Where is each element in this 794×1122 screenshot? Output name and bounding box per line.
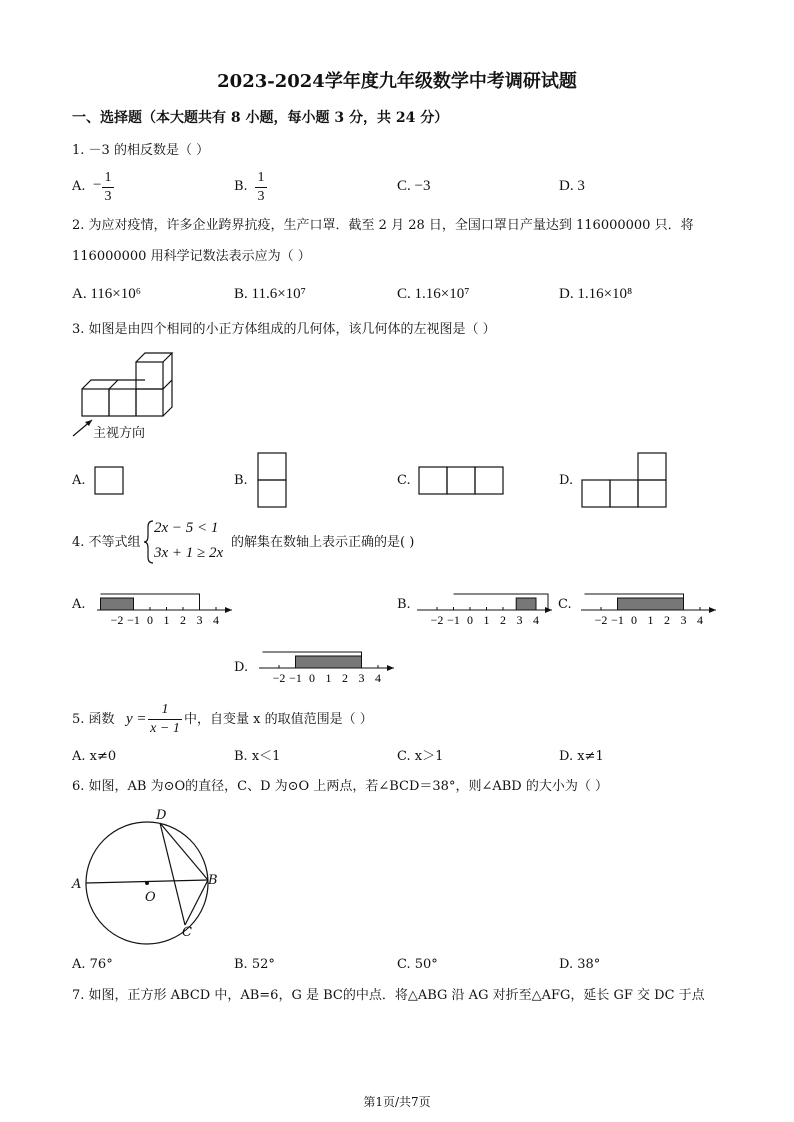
q4-b-tick-label: 4 — [533, 613, 539, 627]
q4-d-tick-label: −1 — [289, 671, 302, 685]
q3-option-d: D. — [559, 473, 574, 488]
q4-b-tick-label: 0 — [467, 613, 473, 627]
q6-option-d: D. 38° — [559, 957, 601, 972]
q1-b-numerator: 1 — [257, 170, 265, 185]
q6-point-b: B — [208, 873, 218, 888]
section-heading: 一、选择题（本大题共有 8 小题，每小题 3 分，共 24 分） — [72, 110, 449, 126]
q6-point-c: C — [182, 925, 192, 940]
q4-a-tick-label: −2 — [110, 613, 124, 627]
q6-option-a: A. 76° — [72, 957, 113, 972]
q3-direction-label: 主视方向 — [93, 426, 146, 441]
exam-title: 2023-2024学年度九年级数学中考调研试题 — [217, 71, 577, 92]
q4-b-tick-label: 3 — [516, 613, 523, 627]
q4-c-tick-label: −1 — [611, 613, 624, 627]
q4-a-tick-label: 0 — [147, 613, 153, 627]
q4-d-tick-label: 3 — [358, 671, 365, 685]
q5-stem-suffix: 中，自变量 x 的取值范围是（ ） — [184, 712, 373, 727]
q4-a-tick-label: −1 — [127, 613, 140, 627]
q3-option-c: C. — [397, 473, 411, 488]
q4-option-b-label: B. — [397, 597, 411, 612]
q2-option-b: B. 11.6×10⁷ — [234, 286, 306, 302]
q4-c-tick-label: 2 — [664, 613, 670, 627]
q4-c-tick-label: 4 — [697, 613, 703, 627]
q1-option-a-label: A. — [72, 179, 86, 194]
q6-option-c: C. 50° — [397, 957, 438, 972]
q1-stem: 1. －3 的相反数是（ ） — [72, 143, 210, 158]
q4-a-tick-label: 2 — [180, 613, 186, 627]
q1-a-denominator: 3 — [104, 189, 112, 204]
q4-inequality-2: 3x + 1 ≥ 2x — [154, 545, 224, 561]
q4-d-tick-label: −2 — [272, 671, 286, 685]
q4-inequality-1: 2x − 5 < 1 — [154, 520, 219, 536]
q2-option-c: C. 1.16×10⁷ — [397, 286, 470, 302]
q4-b-tick-label: 1 — [483, 613, 490, 627]
q6-option-b: B. 52° — [234, 957, 275, 972]
q4-option-c-label: C. — [558, 597, 572, 612]
q3-stem: 3. 如图是由四个相同的小正方体组成的几何体，该几何体的左视图是（ ） — [72, 322, 496, 337]
q5-denominator: x − 1 — [150, 721, 180, 736]
q4-option-a-label: A. — [72, 597, 86, 612]
q4-d-tick-label: 1 — [325, 671, 332, 685]
q1-option-a-sign: − — [93, 177, 102, 193]
q4-a-tick-label: 3 — [196, 613, 203, 627]
q4-c-tick-label: −2 — [594, 613, 608, 627]
q4-b-tick-label: 2 — [500, 613, 506, 627]
q1-a-numerator: 1 — [104, 170, 112, 185]
q7-stem: 7. 如图，正方形 ABCD 中，AB=6，G 是 BC的中点．将△ABG 沿 AG 对折至△AFG，延长 GF 交 DC 于点 — [72, 988, 705, 1003]
q4-a-tick-label: 4 — [213, 613, 219, 627]
q4-c-tick-label: 0 — [631, 613, 637, 627]
q4-stem-suffix: 的解集在数轴上表示正确的是( ) — [231, 535, 415, 550]
q5-numerator: 1 — [161, 702, 169, 717]
q4-c-tick-label: 3 — [680, 613, 687, 627]
page-footer: 第1页/共7页 — [363, 1095, 431, 1109]
q2-option-d: D. 1.16×10⁸ — [559, 286, 633, 302]
q4-d-tick-label: 2 — [342, 671, 348, 685]
q2-option-a: A. 116×10⁶ — [72, 286, 141, 302]
q1-option-c: C. −3 — [397, 178, 431, 194]
q6-point-a: A — [72, 877, 82, 892]
q1-option-d: D. 3 — [559, 178, 585, 194]
q3-option-b: B. — [234, 473, 248, 488]
q2-stem-line2: 116000000 用科学记数法表示应为（ ） — [72, 249, 311, 264]
q5-option-b: B. x＜1 — [234, 749, 281, 764]
q6-point-d: D — [156, 808, 167, 823]
q5-option-a: A. x≠0 — [72, 749, 117, 764]
q4-c-tick-label: 1 — [647, 613, 654, 627]
q5-option-c: C. x＞1 — [397, 749, 444, 764]
q1-option-b-label: B. — [234, 179, 248, 194]
q4-a-tick-label: 1 — [163, 613, 170, 627]
q6-point-o: O — [145, 890, 156, 905]
q5-stem-prefix: 5. 函数 — [72, 712, 115, 727]
q5-option-d: D. x≠1 — [559, 749, 604, 764]
q4-d-tick-label: 4 — [375, 671, 381, 685]
q5-y-equals: y = — [126, 711, 147, 727]
q4-stem-prefix: 4. 不等式组 — [72, 535, 141, 550]
q3-option-a: A. — [72, 473, 86, 488]
q6-stem: 6. 如图，AB 为⊙O的直径，C、D 为⊙O 上两点，若∠BCD＝38°，则∠ABD 的大小为（ ） — [72, 779, 608, 794]
q1-b-denominator: 3 — [257, 189, 265, 204]
q2-stem-line1: 2. 为应对疫情，许多企业跨界抗疫，生产口罩．截至 2 月 28 日，全国口罩日产量达到 116000000 只．将 — [72, 218, 694, 233]
q4-d-tick-label: 0 — [309, 671, 315, 685]
q4-b-tick-label: −2 — [430, 613, 444, 627]
q4-b-tick-label: −1 — [447, 613, 460, 627]
q4-option-d-label: D. — [234, 660, 249, 675]
